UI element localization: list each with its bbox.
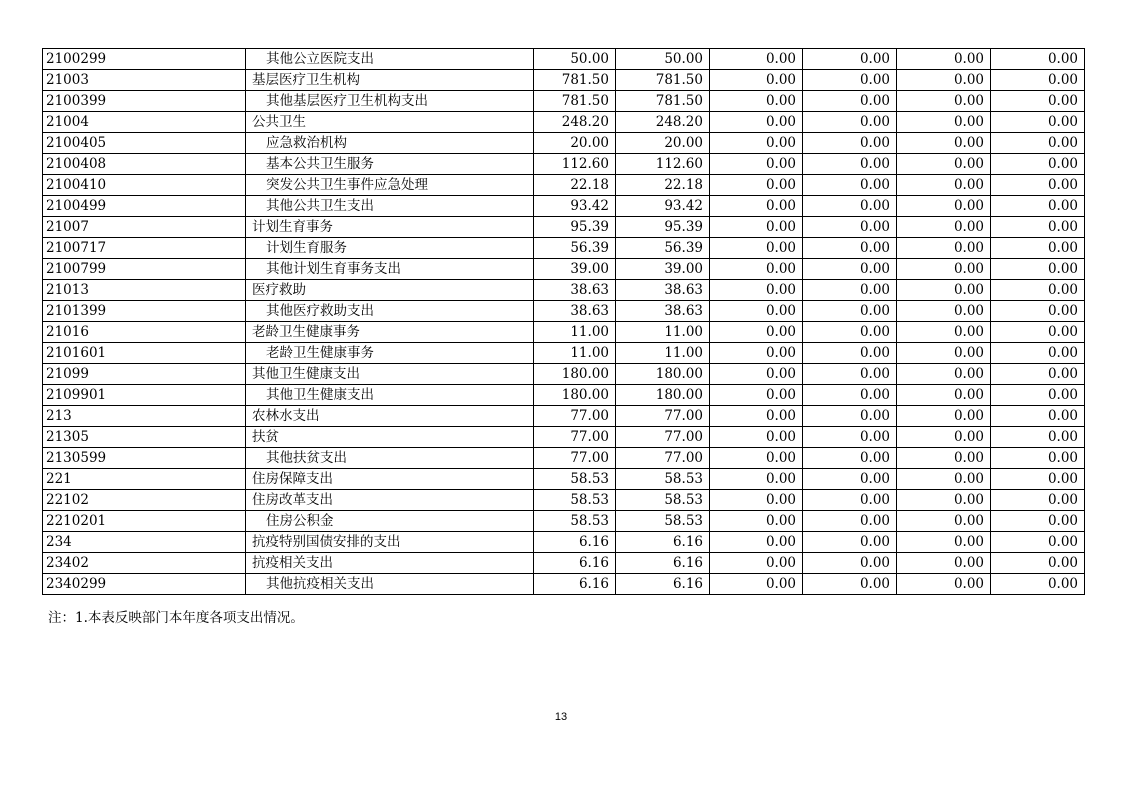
cell-name: 扶贫 bbox=[246, 427, 534, 448]
cell-value: 0.00 bbox=[897, 91, 991, 112]
table-row bbox=[43, 238, 1085, 259]
cell-value: 0.00 bbox=[897, 49, 991, 70]
cell-value: 0.00 bbox=[803, 511, 897, 532]
cell-code: 2100717 bbox=[43, 238, 246, 259]
table-row bbox=[43, 511, 1085, 532]
table-row bbox=[43, 133, 1085, 154]
page-number: 13 bbox=[554, 711, 568, 723]
cell-value: 38.63 bbox=[616, 280, 710, 301]
table-row bbox=[43, 217, 1085, 238]
cell-value: 6.16 bbox=[616, 553, 710, 574]
cell-value: 0.00 bbox=[991, 553, 1085, 574]
cell-value: 0.00 bbox=[803, 196, 897, 217]
table-row bbox=[43, 112, 1085, 133]
cell-value: 0.00 bbox=[991, 490, 1085, 511]
cell-value: 0.00 bbox=[803, 175, 897, 196]
cell-value: 20.00 bbox=[616, 133, 710, 154]
cell-value: 781.50 bbox=[616, 91, 710, 112]
cell-value: 0.00 bbox=[710, 280, 803, 301]
cell-value: 0.00 bbox=[897, 175, 991, 196]
expenditure-table bbox=[42, 48, 1085, 595]
cell-value: 0.00 bbox=[803, 553, 897, 574]
cell-value: 0.00 bbox=[710, 490, 803, 511]
cell-value: 0.00 bbox=[897, 511, 991, 532]
cell-code: 21004 bbox=[43, 112, 246, 133]
cell-code: 21099 bbox=[43, 364, 246, 385]
cell-value: 0.00 bbox=[897, 322, 991, 343]
cell-code: 23402 bbox=[43, 553, 246, 574]
cell-value: 0.00 bbox=[710, 301, 803, 322]
cell-value: 0.00 bbox=[710, 259, 803, 280]
cell-value: 0.00 bbox=[710, 574, 803, 595]
cell-code: 234 bbox=[43, 532, 246, 553]
cell-value: 0.00 bbox=[897, 238, 991, 259]
cell-value: 58.53 bbox=[534, 469, 616, 490]
cell-name: 其他计划生育事务支出 bbox=[246, 259, 534, 280]
cell-value: 0.00 bbox=[803, 469, 897, 490]
cell-code: 2100399 bbox=[43, 91, 246, 112]
cell-value: 0.00 bbox=[991, 406, 1085, 427]
cell-code: 2100405 bbox=[43, 133, 246, 154]
cell-name: 抗疫特别国债安排的支出 bbox=[246, 532, 534, 553]
cell-value: 56.39 bbox=[534, 238, 616, 259]
cell-value: 58.53 bbox=[534, 511, 616, 532]
cell-value: 0.00 bbox=[991, 217, 1085, 238]
cell-value: 22.18 bbox=[534, 175, 616, 196]
cell-value: 0.00 bbox=[991, 112, 1085, 133]
table-row bbox=[43, 154, 1085, 175]
cell-value: 6.16 bbox=[616, 532, 710, 553]
cell-name: 计划生育事务 bbox=[246, 217, 534, 238]
cell-value: 0.00 bbox=[710, 448, 803, 469]
cell-value: 0.00 bbox=[897, 154, 991, 175]
table-row bbox=[43, 574, 1085, 595]
cell-code: 221 bbox=[43, 469, 246, 490]
cell-value: 0.00 bbox=[803, 133, 897, 154]
cell-value: 0.00 bbox=[710, 49, 803, 70]
table-row bbox=[43, 91, 1085, 112]
cell-value: 0.00 bbox=[991, 322, 1085, 343]
cell-value: 0.00 bbox=[991, 301, 1085, 322]
cell-code: 21007 bbox=[43, 217, 246, 238]
cell-value: 0.00 bbox=[803, 280, 897, 301]
cell-value: 0.00 bbox=[803, 574, 897, 595]
cell-value: 0.00 bbox=[803, 70, 897, 91]
cell-value: 248.20 bbox=[616, 112, 710, 133]
table-row bbox=[43, 490, 1085, 511]
cell-value: 0.00 bbox=[991, 469, 1085, 490]
table-row bbox=[43, 553, 1085, 574]
cell-value: 0.00 bbox=[991, 91, 1085, 112]
cell-name: 其他基层医疗卫生机构支出 bbox=[246, 91, 534, 112]
cell-name: 抗疫相关支出 bbox=[246, 553, 534, 574]
cell-value: 0.00 bbox=[991, 343, 1085, 364]
cell-value: 0.00 bbox=[803, 154, 897, 175]
cell-code: 2130599 bbox=[43, 448, 246, 469]
cell-value: 0.00 bbox=[803, 490, 897, 511]
cell-value: 77.00 bbox=[616, 406, 710, 427]
cell-value: 0.00 bbox=[991, 133, 1085, 154]
cell-value: 93.42 bbox=[534, 196, 616, 217]
cell-code: 2210201 bbox=[43, 511, 246, 532]
cell-value: 0.00 bbox=[710, 469, 803, 490]
cell-value: 0.00 bbox=[991, 511, 1085, 532]
cell-name: 基本公共卫生服务 bbox=[246, 154, 534, 175]
cell-value: 0.00 bbox=[803, 427, 897, 448]
cell-value: 0.00 bbox=[803, 343, 897, 364]
cell-value: 0.00 bbox=[710, 70, 803, 91]
cell-name: 应急救治机构 bbox=[246, 133, 534, 154]
table-row bbox=[43, 385, 1085, 406]
cell-value: 0.00 bbox=[991, 532, 1085, 553]
cell-name: 突发公共卫生事件应急处理 bbox=[246, 175, 534, 196]
cell-value: 0.00 bbox=[710, 217, 803, 238]
cell-code: 2100410 bbox=[43, 175, 246, 196]
cell-value: 0.00 bbox=[897, 490, 991, 511]
cell-value: 0.00 bbox=[897, 301, 991, 322]
cell-value: 0.00 bbox=[991, 196, 1085, 217]
cell-value: 0.00 bbox=[897, 406, 991, 427]
cell-value: 77.00 bbox=[534, 427, 616, 448]
table-row bbox=[43, 175, 1085, 196]
footnote: 注：1.本表反映部门本年度各项支出情况。 bbox=[48, 610, 304, 626]
cell-value: 781.50 bbox=[616, 70, 710, 91]
cell-value: 58.53 bbox=[616, 490, 710, 511]
cell-value: 0.00 bbox=[897, 133, 991, 154]
table-row bbox=[43, 448, 1085, 469]
cell-value: 0.00 bbox=[803, 322, 897, 343]
cell-name: 老龄卫生健康事务 bbox=[246, 322, 534, 343]
cell-value: 781.50 bbox=[534, 91, 616, 112]
cell-value: 93.42 bbox=[616, 196, 710, 217]
cell-value: 0.00 bbox=[710, 196, 803, 217]
cell-code: 2100408 bbox=[43, 154, 246, 175]
cell-value: 0.00 bbox=[991, 364, 1085, 385]
cell-value: 0.00 bbox=[710, 385, 803, 406]
cell-value: 0.00 bbox=[710, 553, 803, 574]
cell-value: 0.00 bbox=[991, 280, 1085, 301]
cell-value: 0.00 bbox=[991, 448, 1085, 469]
cell-value: 77.00 bbox=[534, 406, 616, 427]
cell-value: 0.00 bbox=[991, 385, 1085, 406]
cell-value: 0.00 bbox=[710, 175, 803, 196]
cell-value: 0.00 bbox=[991, 70, 1085, 91]
cell-value: 0.00 bbox=[897, 280, 991, 301]
cell-code: 2100499 bbox=[43, 196, 246, 217]
cell-value: 0.00 bbox=[897, 343, 991, 364]
cell-value: 0.00 bbox=[803, 385, 897, 406]
cell-value: 0.00 bbox=[803, 112, 897, 133]
cell-code: 2101601 bbox=[43, 343, 246, 364]
cell-value: 0.00 bbox=[803, 364, 897, 385]
cell-value: 38.63 bbox=[534, 301, 616, 322]
cell-value: 0.00 bbox=[897, 196, 991, 217]
cell-value: 0.00 bbox=[897, 574, 991, 595]
cell-code: 21305 bbox=[43, 427, 246, 448]
cell-name: 其他卫生健康支出 bbox=[246, 385, 534, 406]
cell-value: 180.00 bbox=[616, 364, 710, 385]
cell-value: 0.00 bbox=[991, 427, 1085, 448]
cell-value: 58.53 bbox=[616, 469, 710, 490]
cell-value: 11.00 bbox=[616, 343, 710, 364]
cell-name: 其他医疗救助支出 bbox=[246, 301, 534, 322]
cell-name: 基层医疗卫生机构 bbox=[246, 70, 534, 91]
cell-name: 住房保障支出 bbox=[246, 469, 534, 490]
cell-value: 0.00 bbox=[897, 112, 991, 133]
cell-value: 0.00 bbox=[710, 343, 803, 364]
table-row bbox=[43, 406, 1085, 427]
cell-value: 58.53 bbox=[534, 490, 616, 511]
cell-name: 计划生育服务 bbox=[246, 238, 534, 259]
table-row bbox=[43, 196, 1085, 217]
cell-value: 0.00 bbox=[803, 49, 897, 70]
cell-value: 6.16 bbox=[616, 574, 710, 595]
cell-value: 0.00 bbox=[710, 322, 803, 343]
cell-value: 39.00 bbox=[616, 259, 710, 280]
cell-value: 0.00 bbox=[803, 532, 897, 553]
cell-value: 0.00 bbox=[897, 532, 991, 553]
cell-name: 其他抗疫相关支出 bbox=[246, 574, 534, 595]
cell-value: 77.00 bbox=[534, 448, 616, 469]
table-row bbox=[43, 364, 1085, 385]
cell-value: 0.00 bbox=[991, 238, 1085, 259]
cell-value: 0.00 bbox=[710, 406, 803, 427]
cell-value: 95.39 bbox=[616, 217, 710, 238]
cell-value: 0.00 bbox=[710, 238, 803, 259]
cell-value: 0.00 bbox=[991, 154, 1085, 175]
cell-value: 0.00 bbox=[991, 259, 1085, 280]
cell-value: 58.53 bbox=[616, 511, 710, 532]
table-row bbox=[43, 469, 1085, 490]
cell-value: 6.16 bbox=[534, 553, 616, 574]
cell-value: 39.00 bbox=[534, 259, 616, 280]
cell-value: 0.00 bbox=[803, 406, 897, 427]
table-row bbox=[43, 259, 1085, 280]
cell-value: 248.20 bbox=[534, 112, 616, 133]
cell-value: 0.00 bbox=[897, 469, 991, 490]
cell-code: 21013 bbox=[43, 280, 246, 301]
cell-value: 11.00 bbox=[534, 322, 616, 343]
cell-value: 20.00 bbox=[534, 133, 616, 154]
table-row bbox=[43, 280, 1085, 301]
cell-code: 21003 bbox=[43, 70, 246, 91]
cell-value: 0.00 bbox=[897, 259, 991, 280]
cell-value: 6.16 bbox=[534, 574, 616, 595]
cell-value: 50.00 bbox=[616, 49, 710, 70]
cell-value: 0.00 bbox=[803, 301, 897, 322]
cell-value: 0.00 bbox=[897, 385, 991, 406]
cell-value: 0.00 bbox=[710, 427, 803, 448]
table-body bbox=[43, 49, 1085, 595]
cell-value: 11.00 bbox=[534, 343, 616, 364]
cell-value: 0.00 bbox=[991, 49, 1085, 70]
cell-value: 112.60 bbox=[616, 154, 710, 175]
cell-value: 77.00 bbox=[616, 448, 710, 469]
cell-value: 0.00 bbox=[991, 175, 1085, 196]
table-row bbox=[43, 301, 1085, 322]
cell-name: 其他公立医院支出 bbox=[246, 49, 534, 70]
table-row bbox=[43, 322, 1085, 343]
cell-value: 0.00 bbox=[897, 427, 991, 448]
cell-value: 0.00 bbox=[803, 259, 897, 280]
cell-value: 0.00 bbox=[803, 91, 897, 112]
cell-value: 6.16 bbox=[534, 532, 616, 553]
cell-name: 住房公积金 bbox=[246, 511, 534, 532]
cell-code: 21016 bbox=[43, 322, 246, 343]
cell-value: 0.00 bbox=[991, 574, 1085, 595]
table-row bbox=[43, 70, 1085, 91]
cell-name: 农林水支出 bbox=[246, 406, 534, 427]
table-row bbox=[43, 343, 1085, 364]
cell-value: 38.63 bbox=[534, 280, 616, 301]
cell-code: 2101399 bbox=[43, 301, 246, 322]
cell-value: 180.00 bbox=[534, 385, 616, 406]
cell-name: 其他卫生健康支出 bbox=[246, 364, 534, 385]
cell-code: 2109901 bbox=[43, 385, 246, 406]
cell-value: 0.00 bbox=[897, 448, 991, 469]
cell-value: 50.00 bbox=[534, 49, 616, 70]
cell-value: 112.60 bbox=[534, 154, 616, 175]
cell-code: 22102 bbox=[43, 490, 246, 511]
cell-value: 0.00 bbox=[803, 217, 897, 238]
cell-value: 38.63 bbox=[616, 301, 710, 322]
cell-name: 公共卫生 bbox=[246, 112, 534, 133]
cell-value: 95.39 bbox=[534, 217, 616, 238]
cell-value: 0.00 bbox=[897, 553, 991, 574]
cell-value: 0.00 bbox=[710, 112, 803, 133]
table-row bbox=[43, 49, 1085, 70]
cell-value: 0.00 bbox=[710, 133, 803, 154]
cell-value: 0.00 bbox=[710, 364, 803, 385]
cell-value: 0.00 bbox=[710, 511, 803, 532]
cell-value: 22.18 bbox=[616, 175, 710, 196]
cell-value: 0.00 bbox=[897, 70, 991, 91]
cell-name: 其他公共卫生支出 bbox=[246, 196, 534, 217]
cell-name: 住房改革支出 bbox=[246, 490, 534, 511]
cell-value: 0.00 bbox=[897, 217, 991, 238]
cell-value: 0.00 bbox=[803, 448, 897, 469]
cell-value: 11.00 bbox=[616, 322, 710, 343]
cell-value: 0.00 bbox=[710, 532, 803, 553]
cell-code: 2100799 bbox=[43, 259, 246, 280]
cell-value: 180.00 bbox=[616, 385, 710, 406]
cell-value: 180.00 bbox=[534, 364, 616, 385]
cell-name: 老龄卫生健康事务 bbox=[246, 343, 534, 364]
cell-value: 781.50 bbox=[534, 70, 616, 91]
table-row bbox=[43, 427, 1085, 448]
cell-value: 0.00 bbox=[897, 364, 991, 385]
cell-value: 0.00 bbox=[710, 154, 803, 175]
cell-value: 77.00 bbox=[616, 427, 710, 448]
table-row bbox=[43, 532, 1085, 553]
cell-code: 2100299 bbox=[43, 49, 246, 70]
cell-code: 213 bbox=[43, 406, 246, 427]
cell-value: 56.39 bbox=[616, 238, 710, 259]
cell-name: 医疗救助 bbox=[246, 280, 534, 301]
cell-value: 0.00 bbox=[710, 91, 803, 112]
cell-name: 其他扶贫支出 bbox=[246, 448, 534, 469]
cell-code: 2340299 bbox=[43, 574, 246, 595]
cell-value: 0.00 bbox=[803, 238, 897, 259]
